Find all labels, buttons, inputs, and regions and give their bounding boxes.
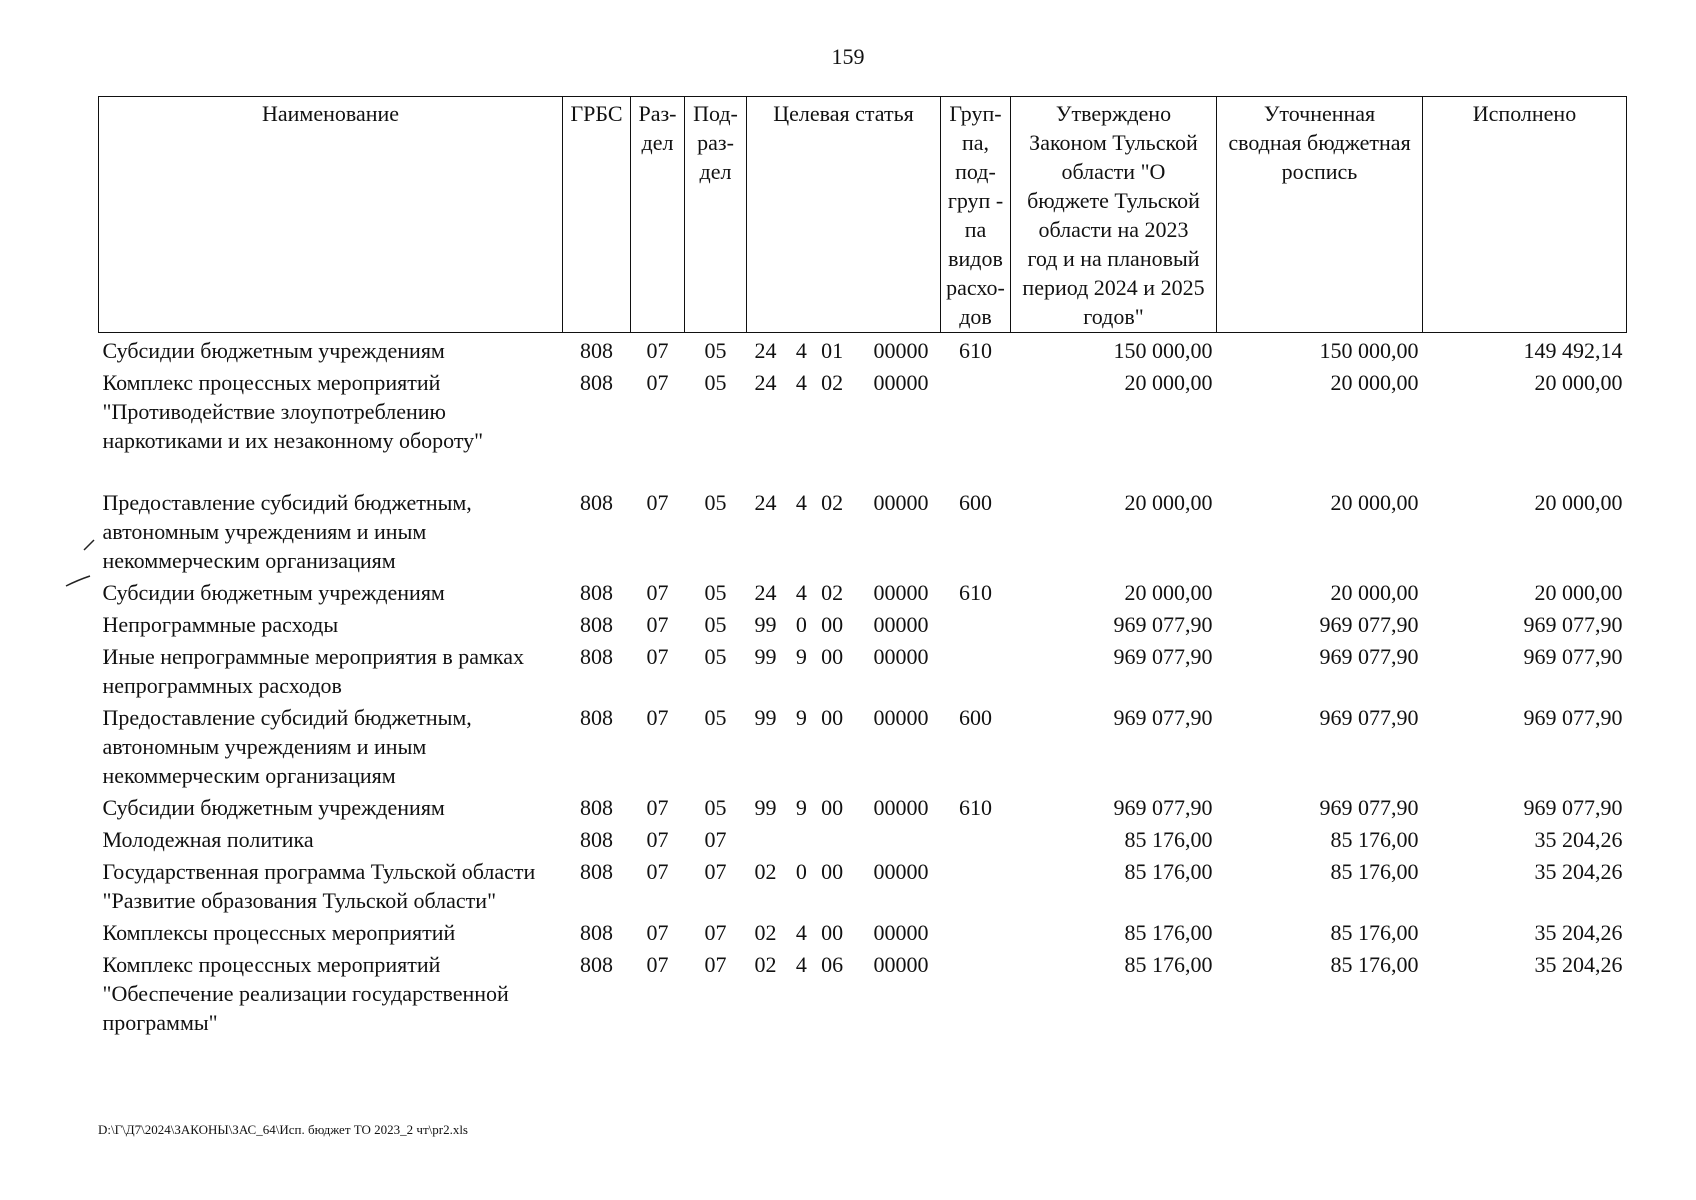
cell-podrazdel: 05 [704,705,727,730]
target-article-part: 02 [754,952,777,977]
cell-executed: 20 000,00 [1534,490,1623,515]
cell-executed: 969 077,90 [1523,795,1623,820]
target-article-part: 4 [795,370,807,395]
cell-razdel: 07 [646,827,669,852]
cell-refined: 20 000,00 [1330,370,1419,395]
cell-grbs: 808 [580,859,613,884]
cell-razdel: 07 [646,644,669,669]
cell-target-article [747,333,941,366]
cell-approved: 969 077,90 [1113,795,1213,820]
pen-mark [64,536,104,590]
table-row [99,700,1627,790]
cell-name: Предоставление субсидий бюджетным, автономным учреждениям и иным некоммерческим организациям [102,705,472,788]
cell-expense-group: 610 [959,795,992,820]
target-article-part: 24 [754,370,777,395]
cell-approved: 969 077,90 [1113,644,1213,669]
cell-target-article [747,790,941,822]
cell-target-article [747,915,941,947]
cell-grbs: 808 [580,370,613,395]
target-article-part: 0 [795,859,807,884]
target-article-part: 00 [821,612,844,637]
cell-expense-group [941,365,1011,485]
cell-executed: 969 077,90 [1523,612,1623,637]
table-body [99,333,1627,1038]
target-article-part: 00000 [873,338,929,363]
cell-razdel: 07 [646,859,669,884]
cell-executed: 969 077,90 [1523,644,1623,669]
table-row [99,365,1627,485]
target-article-part: 99 [754,795,777,820]
target-article-part: 00000 [873,705,929,730]
cell-refined: 969 077,90 [1319,705,1419,730]
cell-approved: 85 176,00 [1124,920,1213,945]
target-article-part: 00 [821,859,844,884]
target-article-part: 00000 [873,370,929,395]
cell-name: Субсидии бюджетным учреждениям [102,795,445,820]
target-article-part: 99 [754,612,777,637]
cell-grbs: 808 [580,580,613,605]
cell-podrazdel: 07 [704,920,727,945]
cell-name: Субсидии бюджетным учреждениям [102,338,445,363]
header-podrazdel: Под- раз- дел [685,97,747,333]
cell-executed: 35 204,26 [1534,859,1623,884]
table-row [99,639,1627,700]
cell-expense-group [941,947,1011,1037]
cell-expense-group: 600 [959,490,992,515]
cell-approved: 85 176,00 [1124,859,1213,884]
target-article-part: 00000 [873,580,929,605]
header-grbs: ГРБС [563,97,631,333]
cell-refined: 969 077,90 [1319,612,1419,637]
table-row [99,915,1627,947]
cell-podrazdel: 07 [704,952,727,977]
cell-target-article [747,822,941,854]
target-article-part: 24 [754,490,777,515]
cell-razdel: 07 [646,338,669,363]
target-article-part: 4 [795,952,807,977]
cell-grbs: 808 [580,490,613,515]
cell-approved: 969 077,90 [1113,612,1213,637]
header-executed: Исполнено [1423,97,1627,333]
cell-podrazdel: 05 [704,338,727,363]
header-razdel: Раз- дел [631,97,685,333]
cell-grbs: 808 [580,644,613,669]
cell-name: Иные непрограммные мероприятия в рамках непрограммных расходов [102,644,525,698]
target-article-part: 00 [821,644,844,669]
table-row [99,333,1627,366]
target-article-part: 02 [821,580,844,605]
cell-name: Комплекс процессных мероприятий "Противодействие злоупотреблению наркотиками и их незаконному обороту" [102,370,484,453]
cell-refined: 85 176,00 [1330,859,1419,884]
cell-razdel: 07 [646,490,669,515]
cell-refined: 20 000,00 [1330,580,1419,605]
cell-approved: 85 176,00 [1124,952,1213,977]
budget-table [98,96,1627,1037]
cell-executed: 969 077,90 [1523,705,1623,730]
cell-executed: 20 000,00 [1534,370,1623,395]
cell-refined: 20 000,00 [1330,490,1419,515]
cell-expense-group [941,639,1011,700]
target-article-part: 02 [754,920,777,945]
cell-target-article [747,639,941,700]
cell-name: Комплексы процессных мероприятий [102,920,456,945]
cell-refined: 85 176,00 [1330,952,1419,977]
cell-executed: 149 492,14 [1523,338,1623,363]
table-row [99,575,1627,607]
target-article-part: 00 [821,705,844,730]
target-article-part: 02 [821,370,844,395]
cell-name: Предоставление субсидий бюджетным, автономным учреждениям и иным некоммерческим организациям [102,490,472,573]
cell-refined: 150 000,00 [1319,338,1419,363]
header-name: Наименование [99,97,563,333]
target-article-part: 00 [821,795,844,820]
cell-podrazdel: 07 [704,827,727,852]
cell-razdel: 07 [646,370,669,395]
cell-razdel: 07 [646,612,669,637]
table-row [99,485,1627,575]
header-refined: Уточненная сводная бюджетная роспись [1217,97,1423,333]
cell-refined: 969 077,90 [1319,644,1419,669]
cell-podrazdel: 05 [704,370,727,395]
target-article-part: 9 [795,795,807,820]
target-article-part: 00000 [873,490,929,515]
target-article-part: 00000 [873,612,929,637]
cell-podrazdel: 05 [704,795,727,820]
cell-target-article [747,700,941,790]
table-row [99,947,1627,1037]
header-approved: Утверждено Законом Тульской области "О бюджете Тульской области на 2023 год и на плановый период 2024 и 2025 годов" [1011,97,1217,333]
cell-executed: 20 000,00 [1534,580,1623,605]
cell-grbs: 808 [580,827,613,852]
cell-podrazdel: 05 [704,612,727,637]
target-article-part: 06 [821,952,844,977]
target-article-part: 00000 [873,859,929,884]
target-article-part: 00000 [873,952,929,977]
cell-podrazdel: 05 [704,644,727,669]
target-article-part: 00000 [873,644,929,669]
target-article-part: 00 [821,920,844,945]
cell-target-article [747,947,941,1037]
target-article-part: 01 [821,338,844,363]
target-article-part: 4 [795,920,807,945]
cell-expense-group [941,854,1011,915]
cell-expense-group [941,822,1011,854]
cell-executed: 35 204,26 [1534,920,1623,945]
cell-podrazdel: 07 [704,859,727,884]
cell-target-article [747,607,941,639]
cell-executed: 35 204,26 [1534,952,1623,977]
cell-expense-group: 600 [959,705,992,730]
cell-razdel: 07 [646,952,669,977]
cell-grbs: 808 [580,338,613,363]
cell-expense-group: 610 [959,580,992,605]
cell-name: Государственная программа Тульской области "Развитие образования Тульской области" [102,859,536,913]
cell-expense-group [941,607,1011,639]
cell-target-article [747,575,941,607]
cell-name: Непрограммные расходы [102,612,339,637]
cell-approved: 20 000,00 [1124,580,1213,605]
cell-grbs: 808 [580,612,613,637]
target-article-part: 24 [754,338,777,363]
header-target-article: Целевая статья [747,97,941,333]
header-expense-group: Груп- па, под- груп - па видов расхо- дов [941,97,1011,333]
cell-razdel: 07 [646,795,669,820]
target-article-part: 4 [795,338,807,363]
table-header [99,97,1627,333]
target-article-part: 00000 [873,795,929,820]
cell-grbs: 808 [580,705,613,730]
cell-podrazdel: 05 [704,580,727,605]
cell-target-article [747,854,941,915]
target-article-part: 02 [754,859,777,884]
target-article-part: 02 [821,490,844,515]
page-number: 159 [831,44,865,69]
cell-approved: 85 176,00 [1124,827,1213,852]
cell-approved: 20 000,00 [1124,490,1213,515]
cell-grbs: 808 [580,795,613,820]
cell-grbs: 808 [580,920,613,945]
target-article-part: 4 [795,580,807,605]
target-article-part: 99 [754,644,777,669]
target-article-part: 24 [754,580,777,605]
file-path: D:\Г\Д7\2024\ЗАКОНЫ\ЗАС_64\Исп. бюджет ТО 2023_2 чт\pr2.xls [98,1122,468,1137]
cell-grbs: 808 [580,952,613,977]
cell-razdel: 07 [646,580,669,605]
cell-podrazdel: 05 [704,490,727,515]
cell-executed: 35 204,26 [1534,827,1623,852]
target-article-part: 99 [754,705,777,730]
cell-name: Комплекс процессных мероприятий "Обеспечение реализации государственной программы" [102,952,509,1035]
cell-target-article [747,365,941,485]
target-article-part: 4 [795,490,807,515]
target-article-part: 9 [795,705,807,730]
target-article-part: 00000 [873,920,929,945]
cell-target-article [747,485,941,575]
cell-approved: 150 000,00 [1113,338,1213,363]
cell-expense-group [941,915,1011,947]
cell-name: Молодежная политика [102,827,314,852]
target-article-part: 9 [795,644,807,669]
cell-refined: 969 077,90 [1319,795,1419,820]
table-row [99,790,1627,822]
cell-razdel: 07 [646,705,669,730]
cell-name: Субсидии бюджетным учреждениям [102,580,445,605]
cell-expense-group: 610 [959,338,992,363]
table-row [99,854,1627,915]
cell-approved: 20 000,00 [1124,370,1213,395]
cell-approved: 969 077,90 [1113,705,1213,730]
cell-refined: 85 176,00 [1330,827,1419,852]
cell-refined: 85 176,00 [1330,920,1419,945]
table-row [99,607,1627,639]
cell-razdel: 07 [646,920,669,945]
table-row [99,822,1627,854]
target-article-part: 0 [795,612,807,637]
